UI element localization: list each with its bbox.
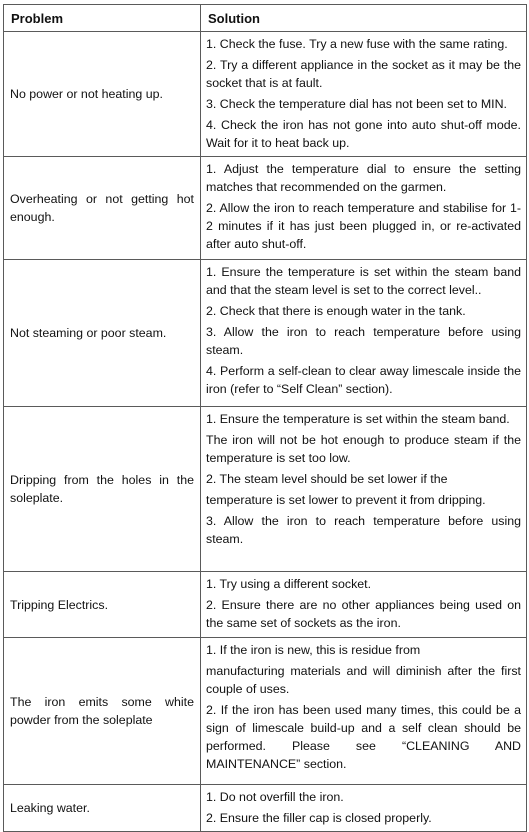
- solution-line: The iron will not be hot enough to produce steam if the temperature is set too low.: [206, 433, 521, 465]
- table-header-row: [4, 5, 527, 32]
- solution-line: 4. Check the iron has not gone into auto shut-off mode. Wait for it to heat back up.: [206, 118, 521, 150]
- solution-cell: [201, 572, 527, 638]
- troubleshooting-table: [3, 4, 527, 832]
- solution-line: 3. Check the temperature dial has not been set to MIN.: [206, 97, 507, 111]
- solution-line: 3. Allow the iron to reach temperature before using steam.: [206, 325, 521, 357]
- table-row: [4, 572, 527, 638]
- solution-line: 1. Do not overfill the iron.: [206, 790, 344, 804]
- table-row: [4, 260, 527, 407]
- solution-line: manufacturing materials and will diminish after the first couple of uses.: [206, 664, 521, 696]
- solution-line: 2. Allow the iron to reach temperature and stabilise for 1-2 minutes if it has just been plugged in, or re-activated after auto shut-off.: [206, 201, 521, 251]
- table-row: [4, 407, 527, 572]
- solution-line: 1. Check the fuse. Try a new fuse with the same rating.: [206, 37, 508, 51]
- table-row: [4, 785, 527, 832]
- solution-line: 2. If the iron has been used many times, this could be a sign of limescale build-up and a self clean should be performed. Please see “CLEANING AND MAINTENANCE” section.: [206, 703, 521, 771]
- problem-cell: Not steaming or poor steam.: [4, 260, 201, 407]
- solution-cell: [201, 638, 527, 785]
- solution-line: temperature is set lower to prevent it from dripping.: [206, 493, 486, 507]
- solution-line: 2. Ensure there are no other appliances being used on the same set of sockets as the iron.: [206, 598, 521, 630]
- solution-cell: [201, 157, 527, 260]
- solution-line: 1. Adjust the temperature dial to ensure the setting matches that recommended on the garmen.: [206, 162, 521, 194]
- solution-line: 2. Check that there is enough water in the tank.: [206, 304, 466, 318]
- solution-cell: [201, 32, 527, 157]
- table-row: [4, 157, 527, 260]
- problem-cell: Dripping from the holes in the soleplate.: [4, 407, 201, 572]
- problem-cell: Leaking water.: [4, 785, 201, 832]
- header-problem: Problem: [4, 5, 201, 32]
- solution-cell: [201, 407, 527, 572]
- table-row: [4, 32, 527, 157]
- solution-line: 1. Ensure the temperature is set within the steam band and that the steam level is set to the correct level..: [206, 265, 521, 297]
- solution-line: 2. Try a different appliance in the socket as it may be the socket that is at fault.: [206, 58, 521, 90]
- solution-line: 3. Allow the iron to reach temperature before using steam.: [206, 514, 521, 546]
- solution-line: 4. Perform a self-clean to clear away limescale inside the iron (refer to “Self Clean” section).: [206, 364, 521, 396]
- problem-cell: The iron emits some white powder from the soleplate: [4, 638, 201, 785]
- header-solution: Solution: [201, 5, 527, 32]
- solution-line: 1. If the iron is new, this is residue from: [206, 643, 421, 657]
- solution-cell: [201, 785, 527, 832]
- problem-cell: No power or not heating up.: [4, 32, 201, 157]
- solution-line: 2. Ensure the filler cap is closed properly.: [206, 811, 432, 825]
- table-row: [4, 638, 527, 785]
- solution-line: 1. Ensure the temperature is set within the steam band.: [206, 412, 510, 426]
- solution-cell: [201, 260, 527, 407]
- solution-line: 1. Try using a different socket.: [206, 577, 372, 591]
- solution-line: 2. The steam level should be set lower if the: [206, 472, 448, 486]
- problem-cell: Tripping Electrics.: [4, 572, 201, 638]
- problem-cell: Overheating or not getting hot enough.: [4, 157, 201, 260]
